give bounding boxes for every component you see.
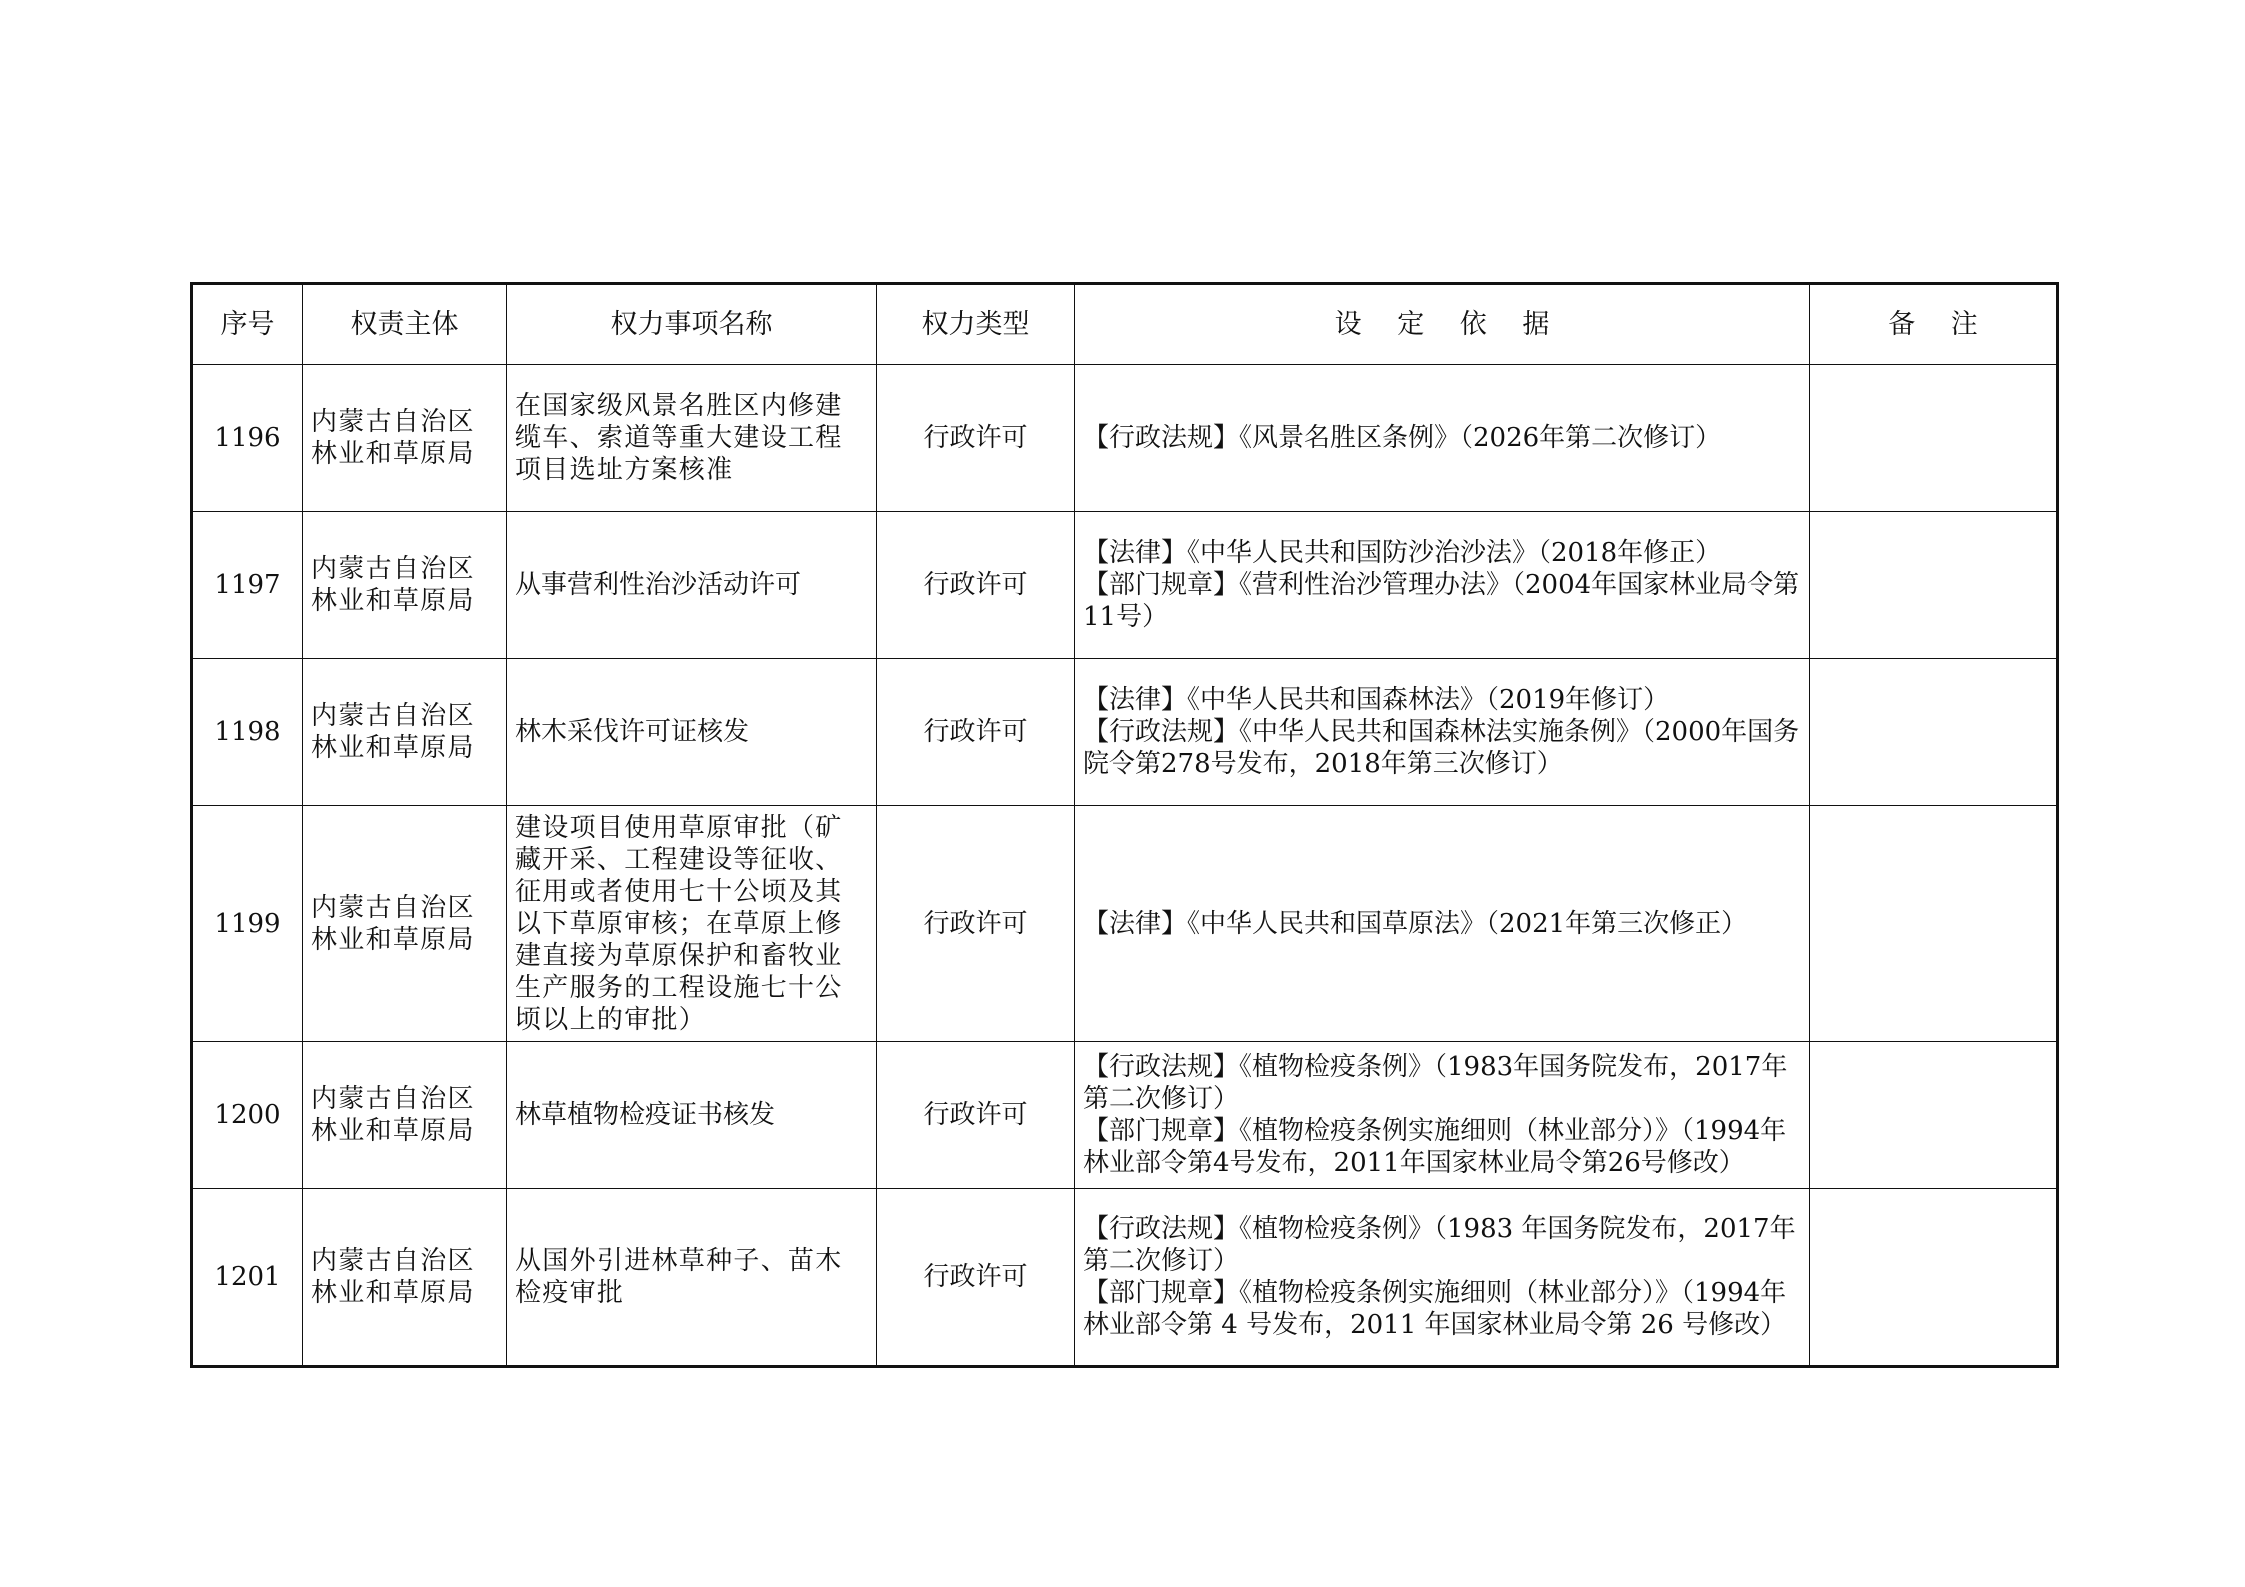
table-row	[192, 512, 2058, 659]
row-num: 1197	[192, 512, 303, 659]
row-basis	[1075, 1042, 1810, 1189]
basis-line: 【行政法规】《植物检疫条例》（1983年国务院发布，2017年第二次修订）	[1083, 1052, 1788, 1114]
table-row	[192, 1042, 2058, 1189]
row-remark	[1810, 806, 2058, 1042]
row-basis	[1075, 806, 1810, 1042]
row-subject: 内蒙古自治区林业和草原局	[303, 512, 507, 659]
row-num: 1201	[192, 1189, 303, 1367]
row-type: 行政许可	[877, 806, 1075, 1042]
basis-line: 【行政法规】《中华人民共和国森林法实施条例》（2000年国务院令第278号发布，2018年第三次修订）	[1083, 717, 1800, 779]
header-type: 权力类型	[877, 284, 1075, 365]
row-subject: 内蒙古自治区林业和草原局	[303, 659, 507, 806]
basis-line: 【部门规章】《植物检疫条例实施细则（林业部分）》（1994年林业部令第4号发布，2011年国家林业局令第26号修改）	[1083, 1116, 1787, 1178]
row-subject: 内蒙古自治区林业和草原局	[303, 365, 507, 512]
row-remark	[1810, 1042, 2058, 1189]
header-row	[192, 284, 2058, 365]
row-subject: 内蒙古自治区林业和草原局	[303, 1189, 507, 1367]
row-basis	[1075, 512, 1810, 659]
row-num: 1198	[192, 659, 303, 806]
power-list-table	[190, 282, 2059, 1368]
row-name: 林木采伐许可证核发	[507, 659, 877, 806]
header-name: 权力事项名称	[507, 284, 877, 365]
basis-line: 【部门规章】《营利性治沙管理办法》（2004年国家林业局令第11号）	[1083, 570, 1800, 632]
row-subject: 内蒙古自治区林业和草原局	[303, 806, 507, 1042]
header-num: 序号	[192, 284, 303, 365]
row-basis	[1075, 1189, 1810, 1367]
row-num: 1196	[192, 365, 303, 512]
row-name: 林草植物检疫证书核发	[507, 1042, 877, 1189]
table-row	[192, 659, 2058, 806]
row-name: 从事营利性治沙活动许可	[507, 512, 877, 659]
basis-line: 【法律】《中华人民共和国防沙治沙法》（2018年修正）	[1083, 538, 1722, 568]
basis-line: 【行政法规】《植物检疫条例》（1983 年国务院发布，2017年第二次修订）	[1083, 1214, 1796, 1276]
row-type: 行政许可	[877, 1042, 1075, 1189]
basis-line: 【行政法规】《风景名胜区条例》（2026年第二次修订）	[1083, 423, 1722, 453]
row-remark	[1810, 1189, 2058, 1367]
row-name: 从国外引进林草种子、苗木检疫审批	[507, 1189, 877, 1367]
table-header	[192, 284, 2058, 365]
row-type: 行政许可	[877, 365, 1075, 512]
basis-line: 【法律】《中华人民共和国草原法》（2021年第三次修正）	[1083, 908, 1748, 939]
row-basis	[1075, 365, 1810, 512]
row-remark	[1810, 512, 2058, 659]
row-type: 行政许可	[877, 512, 1075, 659]
table-row	[192, 806, 2058, 1042]
table-row	[192, 1189, 2058, 1367]
header-remark: 备 注	[1810, 284, 2058, 365]
row-num: 1200	[192, 1042, 303, 1189]
table-body	[192, 365, 2058, 1367]
header-basis: 设 定 依 据	[1075, 284, 1810, 365]
row-name: 建设项目使用草原审批（矿藏开采、工程建设等征收、征用或者使用七十公顷及其以下草原审核；在草原上修建直接为草原保护和畜牧业生产服务的工程设施七十公顷以上的审批）	[507, 806, 877, 1042]
basis-line: 【部门规章】《植物检疫条例实施细则（林业部分）》（1994年林业部令第 4 号发布，2011 年国家林业局令第 26 号修改）	[1083, 1278, 1787, 1340]
row-type: 行政许可	[877, 659, 1075, 806]
row-remark	[1810, 365, 2058, 512]
row-subject: 内蒙古自治区林业和草原局	[303, 1042, 507, 1189]
table-row	[192, 365, 2058, 512]
row-basis	[1075, 659, 1810, 806]
header-subject: 权责主体	[303, 284, 507, 365]
basis-line: 【法律】《中华人民共和国森林法》（2019年修订）	[1083, 685, 1670, 715]
row-type: 行政许可	[877, 1189, 1075, 1367]
row-remark	[1810, 659, 2058, 806]
row-num: 1199	[192, 806, 303, 1042]
row-name: 在国家级风景名胜区内修建缆车、索道等重大建设工程项目选址方案核准	[507, 365, 877, 512]
